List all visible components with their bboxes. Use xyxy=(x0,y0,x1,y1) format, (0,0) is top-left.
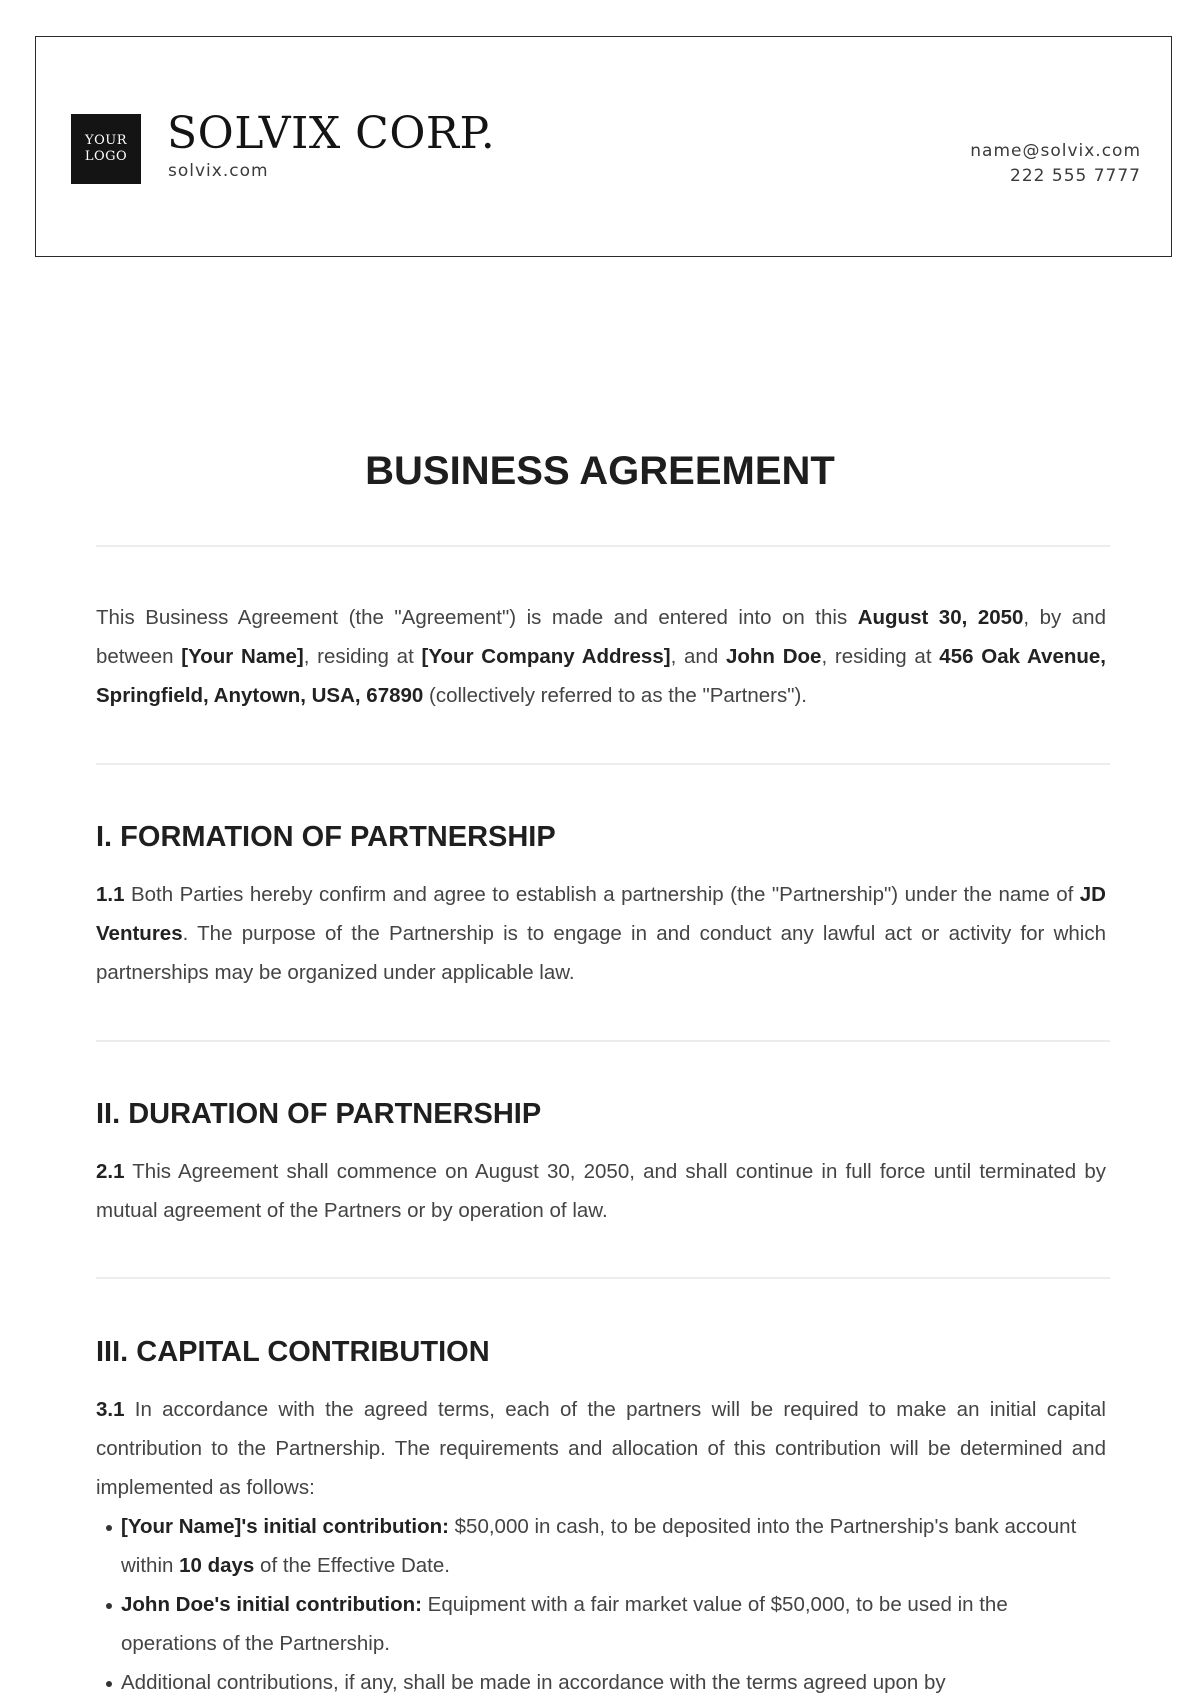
agreement-date: August 30, 2050 xyxy=(857,606,1024,629)
party2-name: John Doe xyxy=(725,645,822,668)
company-name: SOLVIX CORP. xyxy=(167,108,496,159)
document-title: BUSINESS AGREEMENT xyxy=(365,449,835,493)
divider xyxy=(96,1277,1110,1279)
clause-number: 3.1 xyxy=(96,1398,125,1421)
clause-number: 1.1 xyxy=(96,883,125,906)
contact-email: name@solvix.com xyxy=(970,141,1141,161)
clause-2-1: 2.1 This Agreement shall commence on August 30, 2050, and shall continue in full force until terminated by mutual agreement of the Partners or by operation of law. xyxy=(96,1160,1106,1222)
party1-address: [Your Company Address] xyxy=(421,645,671,668)
list-item: John Doe's initial contribution: Equipment with a fair market value of $50,000, to be used in the operations of the Partnership. xyxy=(96,1585,1096,1663)
list-item: Additional contributions, if any, shall be made in accordance with the terms agreed upon by xyxy=(96,1663,1096,1701)
intro-paragraph: This Business Agreement (the "Agreement") is made and entered into on this August 30, 2050, by and between [Your Name], residing at [Your Company Address], and John Doe, residing at 456 Oak Avenue, Springfield, Anytown, USA, 67890 (collectively referred to as the "Partners"). xyxy=(96,606,1106,707)
company-logo xyxy=(71,114,141,184)
contact-info xyxy=(970,139,1141,189)
divider xyxy=(96,545,1110,547)
clause-3-1: 3.1 In accordance with the agreed terms, each of the partners will be required to make an initial capital contribution to the Partnership. The requirements and allocation of this contribution will be determined and implemented as follows: xyxy=(96,1398,1106,1499)
partnership-name: JD Ventures xyxy=(96,883,1106,945)
logo-text-line2: LOGO xyxy=(84,149,128,164)
party2-address: 456 Oak Avenue, Springfield, Anytown, USA, 67890 xyxy=(96,645,1106,707)
company-website: solvix.com xyxy=(168,161,269,181)
contact-phone: 222 555 7777 xyxy=(1010,166,1141,186)
contribution-list xyxy=(96,1507,1096,1701)
list-item: [Your Name]'s initial contribution: $50,000 in cash, to be deposited into the Partnership's bank account within 10 days of the Effective Date. xyxy=(96,1507,1096,1585)
party1-name: [Your Name] xyxy=(181,645,304,668)
divider xyxy=(96,1040,1110,1042)
clause-number: 2.1 xyxy=(96,1160,125,1183)
section-heading: III. CAPITAL CONTRIBUTION xyxy=(96,1336,490,1368)
divider xyxy=(96,763,1110,765)
clause-1-1: 1.1 Both Parties hereby confirm and agree to establish a partnership (the "Partnership") under the name of JD Ventures. The purpose of the Partnership is to engage in and conduct any lawful act or activity for which partnerships may be organized under applicable law. xyxy=(96,883,1106,984)
letterhead xyxy=(35,36,1172,257)
section-heading: II. DURATION OF PARTNERSHIP xyxy=(96,1098,542,1130)
logo-text-line1: YOUR xyxy=(85,133,127,148)
section-heading: I. FORMATION OF PARTNERSHIP xyxy=(96,821,556,853)
